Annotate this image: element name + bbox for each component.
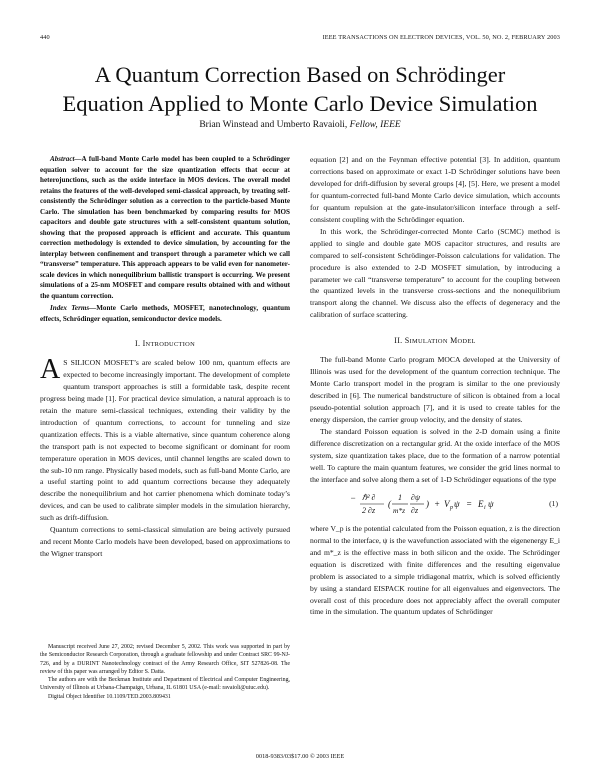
svg-text:V: V	[444, 498, 450, 509]
model-paragraph-2: The standard Poisson equation is solved in the 2-D domain using a finite difference discretization on a rectangular grid. At the oxide interface of the MOS system, size quantization takes place, due to the formation of a narrow potential well. To capture the main quantum features, we consider the grid lines normal to the interface and solve along them a set of 1-D Schrödinger equations of the type	[310, 427, 560, 484]
svg-text:p: p	[450, 504, 453, 511]
footnote-doi: Digital Object Identifier 10.1109/TED.2003.809431	[48, 693, 171, 700]
svg-text:1: 1	[398, 492, 402, 502]
section-numeral: I.	[135, 339, 141, 348]
right-column	[310, 154, 560, 618]
svg-text:): )	[426, 498, 429, 509]
section-title-cap: S	[404, 336, 410, 346]
running-header	[40, 34, 560, 44]
section-title-rest: NTRODUCTION	[145, 341, 195, 348]
left-column	[40, 154, 290, 560]
abstract-label: Abstract—	[50, 155, 82, 163]
svg-text:=: =	[466, 498, 473, 509]
footnote-received: Manuscript received June 27, 2002; revised December 5, 2002. This work was supported in part by the Semiconductor Research Corporation, through a graduate fellowship and under Contract SRC 99-NJ-726, and by a DURINT Nanotechnology contract of the Army Research Office, SIT 527826-08. The review of this paper was arranged by Editor S. Datta.	[40, 644, 290, 675]
section-title-cap: I	[142, 339, 146, 348]
title-line-1: A Quantum Correction Based on Schrödinger	[94, 62, 506, 87]
equation-number: (1)	[549, 498, 558, 508]
journal-header: IEEE TRANSACTIONS ON ELECTRON DEVICES, VOL. 50, NO. 2, FEBRUARY 2003	[322, 34, 560, 41]
intro-paragraph-1	[40, 353, 290, 524]
intro-body: The development of complete quantum transport approaches is still a formidable task, despite recent progress being made [1]. For practical device simulation, a natural approach is to retain the mature semi-classical techniques, extending their validity by the introduction of quantum corrections, to account for tunneling and size quantization effects. This is a viable alternative, since quantum coherence along the transport path is not expected to become significant or dominant for room temperature operation in MOS devices, until channel lengths are scaled down to the sub-10 nm range. Physically based models, such as full-band Monte Carlo, are a useful starting point to add quantum corrections because they adequately describe the nonequilibrium and hot carrier phenomena which dominate today’s devices, and can be used to calibrate simpler models in the simulation hierarchy, such as drift-diffusion.	[40, 369, 290, 523]
paper-title	[30, 60, 570, 118]
section-title-cap-2: M	[450, 336, 458, 346]
index-terms	[40, 303, 290, 324]
section-heading-simulation-model	[310, 335, 560, 348]
svg-text:i: i	[484, 504, 486, 511]
svg-text:ψ: ψ	[454, 498, 460, 509]
scmc-paragraph: In this work, the Schrödinger-corrected Monte Carlo (SCMC) method is applied to single and double gate MOS capacitor structures, and results are compared to self-consistent Schrödinger-Poisson calculations for validation. The procedure is also extended to 2-D MOSFET simulation, by introducing a parameter we call “transverse temperature” to account for the coupling between the quantized levels in the transverse cross-sections and the nonequilibrium transport along the channel. We discuss also the effects of degeneracy and the calibration of surface scattering.	[310, 226, 560, 320]
svg-text:(: (	[388, 498, 391, 509]
copyright-footer: 0018-9383/03$17.00 © 2003 IEEE	[255, 753, 345, 760]
drop-cap: A	[40, 353, 61, 385]
svg-text:ℏ² ∂: ℏ² ∂	[362, 492, 376, 502]
author-names: Brian Winstead and Umberto Ravaioli,	[199, 120, 348, 130]
svg-text:m*z: m*z	[393, 505, 406, 515]
intro-lead: S SILICON MOSFET’s are scaled below 100 nm, quantum effects are expected to become increasingly important.	[63, 357, 290, 379]
footnotes	[40, 643, 290, 701]
section-numeral: II.	[394, 336, 403, 346]
section-title-rest: IMULATION	[409, 338, 448, 346]
schrodinger-equation	[350, 490, 520, 520]
intro-paragraph-2: Quantum corrections to semi-classical simulation are being actively pursued and recent Monte Carlo models have been developed, based on approximations to the Wigner transport	[40, 525, 290, 559]
model-paragraph-1: The full-band Monte Carlo program MOCA developed at the University of Illinois was used for the development of the quantum correction technique. The Monte Carlo transport model in the program is similar to the one previously described in [6]. The numerical bandstructure of silicon is obtained from a local pseudo-potential solution approach [7], and it is used to create tables for the energy dispersion, the carrier group velocity, and the density of states.	[310, 355, 560, 425]
equation-1	[310, 490, 560, 520]
svg-text:∂ψ: ∂ψ	[411, 492, 420, 502]
page-number: 440	[40, 34, 50, 41]
svg-text:2 ∂z: 2 ∂z	[362, 505, 376, 515]
title-line-2: Equation Applied to Monte Carlo Device Simulation	[62, 91, 538, 116]
section-heading-introduction	[40, 338, 290, 351]
svg-text:−: −	[350, 492, 357, 503]
svg-text:E: E	[478, 498, 484, 509]
intro-continuation: equation [2] and on the Feynman effective potential [3]. In addition, quantum corrections based on approximate or exact 1-D Schrödinger solutions have been developed for drift-diffusion by several groups [4], [5]. Here, we present a model for quantum-corrected full-band Monte Carlo device simulation, which accounts for quantum repulsion at the gate-insulator/silicon interface through a self-consistent coupling with the Schrödinger equation.	[310, 155, 560, 224]
author-line	[30, 120, 570, 130]
svg-text:ψ: ψ	[488, 498, 494, 509]
footnote-affiliation: The authors are with the Beckman Institute and Department of Electrical and Computer Engineering, University of Illinois at Urbana-Champaign, Urbana, IL 61801 USA (e-mail: ravaioli@uiuc.edu).	[40, 677, 290, 692]
section-title-rest-2: ODEL	[457, 338, 476, 346]
index-terms-label: Index Terms—	[50, 304, 97, 312]
abstract	[40, 154, 290, 301]
abstract-text: A full-band Monte Carlo model has been coupled to a Schrödinger equation solver to account for the size quantization effects that occur at heterojunctions, such as the oxide interface in MOS devices. The overall model retains the features of the well-developed semi-classical approach, by treating self-consistently the Schrödinger solution as a correction to the particle-based Monte Carlo. The simulation has been benchmarked by comparing results for MOS capacitors and double gate structures with a self-consistent quantum solution, showing that the proposed approach is efficient and accurate. This quantum correction methodology is extended to device simulation, by accounting for the interplay between confinement and transport through a parameter which we call “transverse” temperature. This approach appears to be valid even for nanometer-scale devices in which nonequilibrium ballistic transport is occurring. We present simulations of a 25-nm MOSFET and compare results obtained with and without the quantum correction.	[40, 155, 290, 300]
model-paragraph-3: where V_p is the potential calculated from the Poisson equation, z is the direction normal to the interface, ψ is the wavefunction associated with the eigenenergy E_i and m*_z is the effective mass in both silicon and the oxide. The Schrödinger equation is discretized with finite differences and the resulting eigenvalue problem is associated to a simple tridiagonal matrix, which is solved efficiently by using a standard EISPACK routine for all eigenvalues and eigenvectors. The overall cost of this procedure does not appreciably affect the overall computer time in the simulation. The quantum updates of Schrödinger	[310, 523, 560, 617]
svg-text:+: +	[434, 498, 441, 509]
svg-text:∂z: ∂z	[411, 505, 419, 515]
author-fellow: Fellow, IEEE	[349, 120, 401, 130]
index-terms-text: Monte Carlo methods, MOSFET, nanotechnology, quantum effects, Schrödinger equation, semiconductor device models.	[40, 304, 291, 323]
